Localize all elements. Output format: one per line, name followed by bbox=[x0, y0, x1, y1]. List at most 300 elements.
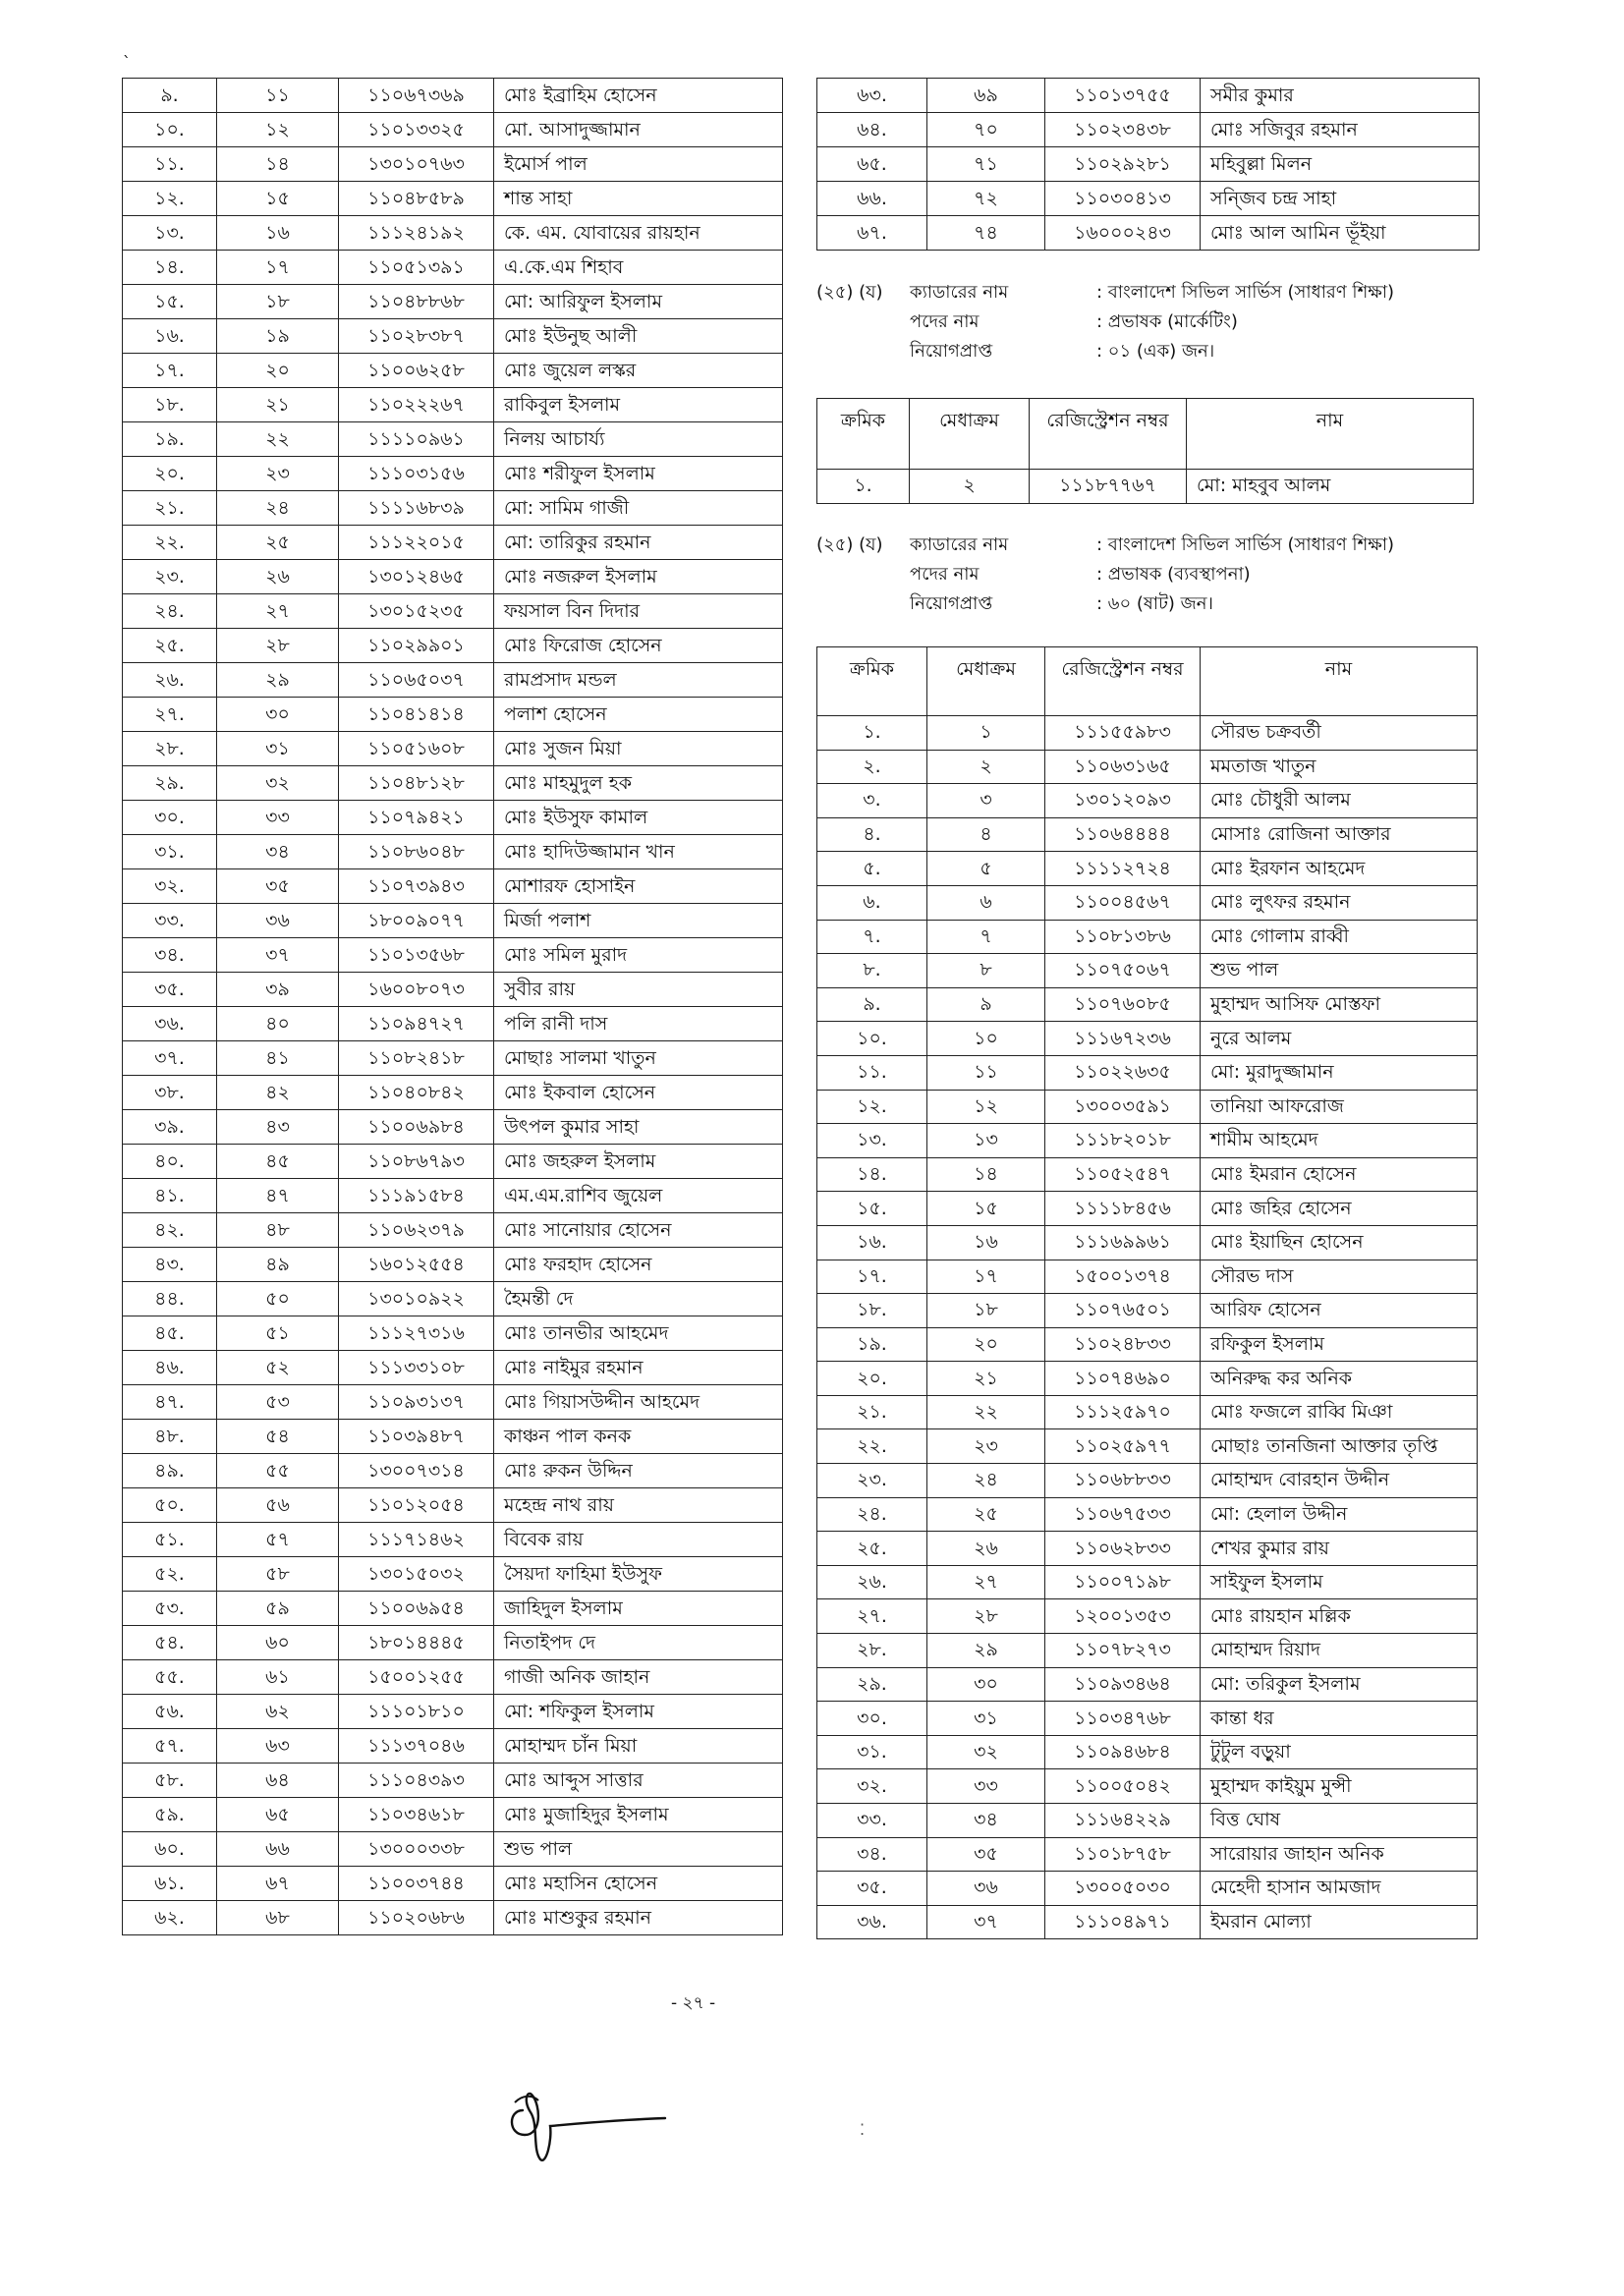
name-cell: মোঃ ইউনুছ আলী bbox=[494, 319, 783, 354]
table-row bbox=[817, 1769, 1478, 1804]
registration-cell: ১১১৮২০১৮ bbox=[1045, 1124, 1201, 1158]
name-cell: সুবীর রায় bbox=[494, 973, 783, 1007]
table-row bbox=[123, 491, 783, 526]
merit-cell: ৬৬ bbox=[217, 1832, 339, 1867]
table-row bbox=[123, 1626, 783, 1660]
registration-cell: ১১০৯৪৬৮৪ bbox=[1045, 1735, 1201, 1769]
management-section-info bbox=[816, 531, 1394, 619]
name-cell: মো: তরিকুল ইসলাম bbox=[1201, 1667, 1478, 1702]
registration-cell: ১১০৫২৫৪৭ bbox=[1045, 1157, 1201, 1192]
merit-cell: ৬৭ bbox=[217, 1867, 339, 1901]
registration-cell: ১১০২৪৮৩৩ bbox=[1045, 1327, 1201, 1362]
registration-cell: ১১০৭৩৯৪৩ bbox=[339, 869, 494, 904]
merit-cell: ১৫ bbox=[217, 182, 339, 216]
header-reg: রেজিস্ট্রেশন নম্বর bbox=[1030, 399, 1187, 470]
registration-cell: ১৫০০১৩৭৪ bbox=[1045, 1260, 1201, 1294]
serial-cell: ৫৬. bbox=[123, 1695, 217, 1729]
serial-cell: ৪৬. bbox=[123, 1351, 217, 1385]
table-row bbox=[817, 1192, 1478, 1226]
serial-cell: ২. bbox=[817, 750, 927, 784]
table-row bbox=[817, 1157, 1478, 1192]
table-row bbox=[123, 1282, 783, 1316]
registration-cell: ১৬০১২৫৫৪ bbox=[339, 1248, 494, 1282]
marketing-results-table bbox=[816, 398, 1474, 504]
table-row bbox=[123, 1729, 783, 1764]
serial-cell: ৬৬. bbox=[817, 182, 927, 216]
name-cell: মোঃ তানভীর আহমেদ bbox=[494, 1316, 783, 1351]
serial-cell: ২৪. bbox=[817, 1497, 927, 1532]
merit-cell: ২৩ bbox=[927, 1429, 1045, 1464]
right-continuation-table bbox=[816, 78, 1480, 251]
name-cell: মোঃ নজরুল ইসলাম bbox=[494, 560, 783, 594]
name-cell: মুহাম্মদ আসিফ মোস্তফা bbox=[1201, 987, 1478, 1022]
name-cell: মো: তারিকুর রহমান bbox=[494, 526, 783, 560]
registration-cell: ১১০২৯২৮১ bbox=[1045, 147, 1201, 182]
table-row bbox=[123, 1076, 783, 1110]
table-row bbox=[817, 1294, 1478, 1328]
registration-cell: ১১১৬৯৯৬১ bbox=[1045, 1225, 1201, 1260]
registration-cell: ১১০৩৪৬১৮ bbox=[339, 1798, 494, 1832]
name-cell: মোশারফ হোসাইন bbox=[494, 869, 783, 904]
table-row bbox=[123, 216, 783, 251]
table-row bbox=[123, 1145, 783, 1179]
name-cell: রফিকুল ইসলাম bbox=[1201, 1327, 1478, 1362]
name-cell: হৈমন্তী দে bbox=[494, 1282, 783, 1316]
name-cell: পলাশ হোসেন bbox=[494, 698, 783, 732]
name-cell: শেখর কুমার রায় bbox=[1201, 1532, 1478, 1566]
serial-cell: ৬২. bbox=[123, 1901, 217, 1935]
registration-cell: ১৩০১২৪৬৫ bbox=[339, 560, 494, 594]
name-cell: সন্জিব চন্দ্র সাহা bbox=[1201, 182, 1480, 216]
name-cell: মোঃ সুজন মিয়া bbox=[494, 732, 783, 766]
registration-cell: ১৩০১০৯২২ bbox=[339, 1282, 494, 1316]
name-cell: মো: শফিকুল ইসলাম bbox=[494, 1695, 783, 1729]
serial-cell: ২০. bbox=[817, 1362, 927, 1396]
merit-cell: ৪২ bbox=[217, 1076, 339, 1110]
merit-cell: ৫৪ bbox=[217, 1420, 339, 1454]
name-cell: রাকিবুল ইসলাম bbox=[494, 388, 783, 422]
merit-cell: ১০ bbox=[927, 1022, 1045, 1056]
merit-cell: ৩৫ bbox=[217, 869, 339, 904]
registration-cell: ১১১২৪১৯২ bbox=[339, 216, 494, 251]
serial-cell: ৬৫. bbox=[817, 147, 927, 182]
name-cell: মোঃ ফিরোজ হোসেন bbox=[494, 629, 783, 663]
serial-cell: ৬১. bbox=[123, 1867, 217, 1901]
serial-cell: ৪৯. bbox=[123, 1454, 217, 1488]
table-row bbox=[817, 1055, 1478, 1090]
name-cell: মোছাঃ তানজিনা আক্তার তৃপ্তি bbox=[1201, 1429, 1478, 1464]
table-row bbox=[123, 1523, 783, 1557]
merit-cell: ৩৩ bbox=[217, 801, 339, 835]
table-row bbox=[817, 1565, 1478, 1599]
registration-cell: ১১০৯৩১৩৭ bbox=[339, 1385, 494, 1420]
registration-cell: ১১০৫১৩৯১ bbox=[339, 251, 494, 285]
table-row bbox=[123, 251, 783, 285]
registration-cell: ১১১০৪৩৯৩ bbox=[339, 1764, 494, 1798]
serial-cell: ৩০. bbox=[123, 801, 217, 835]
table-row bbox=[817, 113, 1480, 147]
name-cell: মো: মাহবুব আলম bbox=[1187, 470, 1474, 504]
name-cell: মোঃ রুকন উদ্দিন bbox=[494, 1454, 783, 1488]
name-cell: মমতাজ খাতুন bbox=[1201, 750, 1478, 784]
registration-cell: ১১০৪৮১২৮ bbox=[339, 766, 494, 801]
registration-cell: ১১০৮১৩৮৬ bbox=[1045, 920, 1201, 954]
registration-cell: ১১০৪৮৫৮৯ bbox=[339, 182, 494, 216]
table-row bbox=[817, 920, 1478, 954]
merit-cell: ৩২ bbox=[927, 1735, 1045, 1769]
merit-cell: ৫৮ bbox=[217, 1557, 339, 1592]
merit-cell: ২২ bbox=[217, 422, 339, 457]
serial-cell: ২১. bbox=[123, 491, 217, 526]
serial-cell: ৩৭. bbox=[123, 1041, 217, 1076]
table-row bbox=[817, 1735, 1478, 1769]
registration-cell: ১১০২২২৬৭ bbox=[339, 388, 494, 422]
name-cell: সারোয়ার জাহান অনিক bbox=[1201, 1837, 1478, 1872]
table-row bbox=[123, 422, 783, 457]
merit-cell: ২৩ bbox=[217, 457, 339, 491]
merit-cell: ২৪ bbox=[217, 491, 339, 526]
table-row bbox=[123, 732, 783, 766]
name-cell: মোঃ ইরফান আহমেদ bbox=[1201, 852, 1478, 886]
table-row bbox=[123, 285, 783, 319]
registration-cell: ১১০০৬৯৫৪ bbox=[339, 1592, 494, 1626]
registration-cell: ১১১২৭৩১৬ bbox=[339, 1316, 494, 1351]
registration-cell: ১১০৮২৪১৮ bbox=[339, 1041, 494, 1076]
serial-cell: ৩৪. bbox=[817, 1837, 927, 1872]
serial-cell: ৩৯. bbox=[123, 1110, 217, 1145]
header-merit: মেধাক্রম bbox=[910, 399, 1030, 470]
merit-cell: ১২ bbox=[927, 1090, 1045, 1124]
serial-cell: ২৫. bbox=[123, 629, 217, 663]
serial-cell: ১৫. bbox=[817, 1192, 927, 1226]
serial-cell: ৬০. bbox=[123, 1832, 217, 1867]
serial-cell: ৪২. bbox=[123, 1213, 217, 1248]
name-cell: মো: মুরাদুজ্জামান bbox=[1201, 1055, 1478, 1090]
merit-cell: ৭ bbox=[927, 920, 1045, 954]
merit-cell: ৫৭ bbox=[217, 1523, 339, 1557]
serial-cell: ১২. bbox=[817, 1090, 927, 1124]
registration-cell: ১১১১৬৮৩৯ bbox=[339, 491, 494, 526]
registration-cell: ১১১০৩১৫৬ bbox=[339, 457, 494, 491]
table-row bbox=[817, 750, 1478, 784]
registration-cell: ১১০৯৪৭২৭ bbox=[339, 1007, 494, 1041]
count-label: নিয়োগপ্রাপ্ত bbox=[910, 593, 993, 614]
header-name: নাম bbox=[1201, 647, 1478, 716]
name-cell: গাজী অনিক জাহান bbox=[494, 1660, 783, 1695]
name-cell: মোঃ গোলাম রাব্বী bbox=[1201, 920, 1478, 954]
cadre-label: ক্যাডারের নাম bbox=[910, 282, 1009, 303]
name-cell: মোঃ হাদিউজ্জামান খান bbox=[494, 835, 783, 869]
serial-cell: ৫০. bbox=[123, 1488, 217, 1523]
name-cell: নুরে আলম bbox=[1201, 1022, 1478, 1056]
merit-cell: ৫০ bbox=[217, 1282, 339, 1316]
merit-cell: ১৭ bbox=[217, 251, 339, 285]
table-row bbox=[817, 79, 1480, 113]
merit-cell: ৩৪ bbox=[217, 835, 339, 869]
table-row bbox=[817, 1090, 1478, 1124]
signature bbox=[503, 2081, 680, 2169]
registration-cell: ১১০২২৬৩৫ bbox=[1045, 1055, 1201, 1090]
name-cell: মোঃ মুজাহিদুর ইসলাম bbox=[494, 1798, 783, 1832]
registration-cell: ১১০৩৪৭৬৮ bbox=[1045, 1702, 1201, 1736]
header-serial: ক্রমিক bbox=[817, 399, 910, 470]
table-row bbox=[123, 835, 783, 869]
serial-cell: ১৬. bbox=[817, 1225, 927, 1260]
table-row bbox=[123, 1316, 783, 1351]
table-row bbox=[817, 885, 1478, 920]
merit-cell: ৩০ bbox=[217, 698, 339, 732]
header-merit: মেধাক্রম bbox=[927, 647, 1045, 716]
registration-cell: ১৩০০০৩৩৮ bbox=[339, 1832, 494, 1867]
merit-cell: ৪৩ bbox=[217, 1110, 339, 1145]
left-results-table bbox=[122, 78, 783, 1935]
registration-cell: ১১০৪১৪১৪ bbox=[339, 698, 494, 732]
registration-cell: ১১০৬৪৪৪৪ bbox=[1045, 817, 1201, 852]
registration-cell: ১১০৬৭৫৩৩ bbox=[1045, 1497, 1201, 1532]
table-row bbox=[123, 1798, 783, 1832]
registration-cell: ১১০৭৯৪২১ bbox=[339, 801, 494, 835]
table-row bbox=[817, 1395, 1478, 1429]
merit-cell: ৩ bbox=[927, 784, 1045, 818]
serial-cell: ২০. bbox=[123, 457, 217, 491]
table-row bbox=[123, 629, 783, 663]
merit-cell: ২৯ bbox=[217, 663, 339, 698]
table-row bbox=[817, 470, 1474, 504]
registration-cell: ১১০২০৬৮৬ bbox=[339, 1901, 494, 1935]
name-cell: মোঃ ইমরান হোসেন bbox=[1201, 1157, 1478, 1192]
serial-cell: ৩৫. bbox=[817, 1872, 927, 1906]
serial-cell: ২৬. bbox=[817, 1565, 927, 1599]
serial-cell: ৫১. bbox=[123, 1523, 217, 1557]
post-value: : প্রভাষক (ব্যবস্থাপনা) bbox=[1096, 564, 1251, 585]
name-cell: মোঃ জহরুল ইসলাম bbox=[494, 1145, 783, 1179]
table-row bbox=[817, 1225, 1478, 1260]
table-row bbox=[123, 801, 783, 835]
table-row bbox=[123, 526, 783, 560]
serial-cell: ৪৫. bbox=[123, 1316, 217, 1351]
name-cell: কান্তা ধর bbox=[1201, 1702, 1478, 1736]
marketing-section-info bbox=[816, 278, 1394, 366]
name-cell: মোহাম্মদ চাঁন মিয়া bbox=[494, 1729, 783, 1764]
registration-cell: ১১০০৩৭৪৪ bbox=[339, 1867, 494, 1901]
name-cell: শুভ পাল bbox=[494, 1832, 783, 1867]
merit-cell: ১৩ bbox=[927, 1124, 1045, 1158]
name-cell: ইমরান মোল্যা bbox=[1201, 1905, 1478, 1939]
table-row bbox=[123, 147, 783, 182]
registration-cell: ১৬০০৮০৭৩ bbox=[339, 973, 494, 1007]
serial-cell: ১৮. bbox=[123, 388, 217, 422]
merit-cell: ৮ bbox=[927, 954, 1045, 988]
serial-cell: ২৭. bbox=[817, 1599, 927, 1634]
registration-cell: ১১০১২০৫৪ bbox=[339, 1488, 494, 1523]
merit-cell: ৬ bbox=[927, 885, 1045, 920]
merit-cell: ৫৩ bbox=[217, 1385, 339, 1420]
serial-cell: ৩৩. bbox=[123, 904, 217, 938]
registration-cell: ১১১৮৭৭৬৭ bbox=[1030, 470, 1187, 504]
name-cell: মোঃ রায়হান মল্লিক bbox=[1201, 1599, 1478, 1634]
table-row bbox=[123, 457, 783, 491]
serial-cell: ১০. bbox=[817, 1022, 927, 1056]
registration-cell: ১১০৬৭৩৬৯ bbox=[339, 79, 494, 113]
merit-cell: ৪৯ bbox=[217, 1248, 339, 1282]
registration-cell: ১১০১৩৩২৫ bbox=[339, 113, 494, 147]
serial-cell: ৩৬. bbox=[123, 1007, 217, 1041]
merit-cell: ১১ bbox=[927, 1055, 1045, 1090]
table-row bbox=[817, 147, 1480, 182]
merit-cell: ৩১ bbox=[217, 732, 339, 766]
table-row bbox=[817, 1327, 1478, 1362]
registration-cell: ১১০০৬২৫৮ bbox=[339, 354, 494, 388]
merit-cell: ৩৫ bbox=[927, 1837, 1045, 1872]
merit-cell: ৪ bbox=[927, 817, 1045, 852]
registration-cell: ১১০৮৬০৪৮ bbox=[339, 835, 494, 869]
table-row bbox=[123, 1764, 783, 1798]
registration-cell: ১১১৩৩১০৮ bbox=[339, 1351, 494, 1385]
serial-cell: ৪১. bbox=[123, 1179, 217, 1213]
serial-cell: ১৯. bbox=[817, 1327, 927, 1362]
serial-cell: ২১. bbox=[817, 1395, 927, 1429]
merit-cell: ৬৯ bbox=[927, 79, 1045, 113]
serial-cell: ৩২. bbox=[817, 1769, 927, 1804]
merit-cell: ৪১ bbox=[217, 1041, 339, 1076]
registration-cell: ১৩০১২০৯৩ bbox=[1045, 784, 1201, 818]
registration-cell: ১১০৭৫০৬৭ bbox=[1045, 954, 1201, 988]
serial-cell: ৩৫. bbox=[123, 973, 217, 1007]
merit-cell: ৬২ bbox=[217, 1695, 339, 1729]
registration-cell: ১১১৭১৪৬২ bbox=[339, 1523, 494, 1557]
registration-cell: ১১০৫১৬০৮ bbox=[339, 732, 494, 766]
serial-cell: ৩০. bbox=[817, 1702, 927, 1736]
table-row bbox=[817, 1260, 1478, 1294]
name-cell: মোঃ মাহমুদুল হক bbox=[494, 766, 783, 801]
table-row bbox=[817, 1464, 1478, 1498]
registration-cell: ১১০০৬৯৮৪ bbox=[339, 1110, 494, 1145]
registration-cell: ১১০৮৬৭৯৩ bbox=[339, 1145, 494, 1179]
table-row bbox=[123, 973, 783, 1007]
table-row bbox=[123, 319, 783, 354]
registration-cell: ১১১২৫৯৭০ bbox=[1045, 1395, 1201, 1429]
name-cell: তানিয়া আফরোজ bbox=[1201, 1090, 1478, 1124]
cadre-label: ক্যাডারের নাম bbox=[910, 534, 1009, 555]
merit-cell: ৩৪ bbox=[927, 1804, 1045, 1838]
registration-cell: ১১০৪৮৮৬৮ bbox=[339, 285, 494, 319]
serial-cell: ৫. bbox=[817, 852, 927, 886]
merit-cell: ৭২ bbox=[927, 182, 1045, 216]
name-cell: নিতাইপদ দে bbox=[494, 1626, 783, 1660]
table-row bbox=[123, 1041, 783, 1076]
serial-cell: ৫৩. bbox=[123, 1592, 217, 1626]
registration-cell: ১৫০০১২৫৫ bbox=[339, 1660, 494, 1695]
merit-cell: ২২ bbox=[927, 1395, 1045, 1429]
registration-cell: ১১০১৮৭৫৮ bbox=[1045, 1837, 1201, 1872]
merit-cell: ২৪ bbox=[927, 1464, 1045, 1498]
registration-cell: ১৩০০৩৫৯১ bbox=[1045, 1090, 1201, 1124]
post-value: : প্রভাষক (মার্কেটিং) bbox=[1096, 311, 1238, 332]
name-cell: সৈয়দা ফাহিমা ইউসুফ bbox=[494, 1557, 783, 1592]
table-row bbox=[123, 1695, 783, 1729]
serial-cell: ১৩. bbox=[123, 216, 217, 251]
merit-cell: ২৬ bbox=[217, 560, 339, 594]
serial-cell: ১. bbox=[817, 470, 910, 504]
name-cell: কে. এম. যোবায়ের রায়হান bbox=[494, 216, 783, 251]
table-row bbox=[817, 1599, 1478, 1634]
merit-cell: ১৮ bbox=[927, 1294, 1045, 1328]
registration-cell: ১১১২২০১৫ bbox=[339, 526, 494, 560]
merit-cell: ১৪ bbox=[217, 147, 339, 182]
serial-cell: ৪৮. bbox=[123, 1420, 217, 1454]
serial-cell: ২২. bbox=[817, 1429, 927, 1464]
serial-cell: ১৬. bbox=[123, 319, 217, 354]
table-row bbox=[817, 1702, 1478, 1736]
merit-cell: ৪৭ bbox=[217, 1179, 339, 1213]
serial-cell: ৪৪. bbox=[123, 1282, 217, 1316]
table-row bbox=[123, 594, 783, 629]
merit-cell: ১৬ bbox=[217, 216, 339, 251]
name-cell: বিত্ত ঘোষ bbox=[1201, 1804, 1478, 1838]
serial-cell: ১৯. bbox=[123, 422, 217, 457]
table-row bbox=[817, 182, 1480, 216]
registration-cell: ১১০৬৮৮৩৩ bbox=[1045, 1464, 1201, 1498]
serial-cell: ১৩. bbox=[817, 1124, 927, 1158]
post-label: পদের নাম bbox=[910, 564, 980, 585]
serial-cell: ১৭. bbox=[817, 1260, 927, 1294]
serial-cell: ৩৩. bbox=[817, 1804, 927, 1838]
serial-cell: ১৪. bbox=[123, 251, 217, 285]
merit-cell: ৩৭ bbox=[927, 1905, 1045, 1939]
serial-cell: ৪৩. bbox=[123, 1248, 217, 1282]
count-value: : ০১ (এক) জন। bbox=[1096, 341, 1215, 362]
table-row bbox=[817, 852, 1478, 886]
registration-cell: ১৩০০৫০৩০ bbox=[1045, 1872, 1201, 1906]
name-cell: মোঃ নাইমুর রহমান bbox=[494, 1351, 783, 1385]
registration-cell: ১১০২৫৯৭৭ bbox=[1045, 1429, 1201, 1464]
table-row bbox=[123, 904, 783, 938]
serial-cell: ১৪. bbox=[817, 1157, 927, 1192]
name-cell: মোঃ আল আমিন ভূঁইয়া bbox=[1201, 216, 1480, 251]
registration-cell: ১১১৯১৫৮৪ bbox=[339, 1179, 494, 1213]
serial-cell: ৫৭. bbox=[123, 1729, 217, 1764]
cadre-value: : বাংলাদেশ সিভিল সার্ভিস (সাধারণ শিক্ষা) bbox=[1096, 534, 1395, 555]
name-cell: মোঃ ফরহাদ হোসেন bbox=[494, 1248, 783, 1282]
count-value: : ৬০ (ষাট) জন। bbox=[1096, 593, 1213, 614]
merit-cell: ২৭ bbox=[927, 1565, 1045, 1599]
tick-mark: ˋ bbox=[123, 53, 131, 72]
serial-cell: ১১. bbox=[123, 147, 217, 182]
merit-cell: ৭৪ bbox=[927, 216, 1045, 251]
registration-cell: ১১১৫৫৯৮৩ bbox=[1045, 716, 1201, 751]
merit-cell: ২ bbox=[910, 470, 1030, 504]
table-row bbox=[123, 79, 783, 113]
name-cell: সমীর কুমার bbox=[1201, 79, 1480, 113]
serial-cell: ২৩. bbox=[817, 1464, 927, 1498]
serial-cell: ৬. bbox=[817, 885, 927, 920]
registration-cell: ১১০০৪৫৬৭ bbox=[1045, 885, 1201, 920]
name-cell: মোছাঃ সালমা খাতুন bbox=[494, 1041, 783, 1076]
cadre-value: : বাংলাদেশ সিভিল সার্ভিস (সাধারণ শিক্ষা) bbox=[1096, 282, 1395, 303]
registration-cell: ১১১১২৭২৪ bbox=[1045, 852, 1201, 886]
table-row bbox=[123, 1592, 783, 1626]
registration-cell: ১১০৬৫০৩৭ bbox=[339, 663, 494, 698]
serial-cell: ২৮. bbox=[817, 1634, 927, 1668]
header-serial: ক্রমিক bbox=[817, 647, 927, 716]
merit-cell: ২৮ bbox=[217, 629, 339, 663]
table-row bbox=[123, 1488, 783, 1523]
table-row bbox=[817, 1124, 1478, 1158]
serial-cell: ৩৬. bbox=[817, 1905, 927, 1939]
registration-cell: ১৩০১০৭৬৩ bbox=[339, 147, 494, 182]
merit-cell: ২১ bbox=[217, 388, 339, 422]
serial-cell: ৭. bbox=[817, 920, 927, 954]
